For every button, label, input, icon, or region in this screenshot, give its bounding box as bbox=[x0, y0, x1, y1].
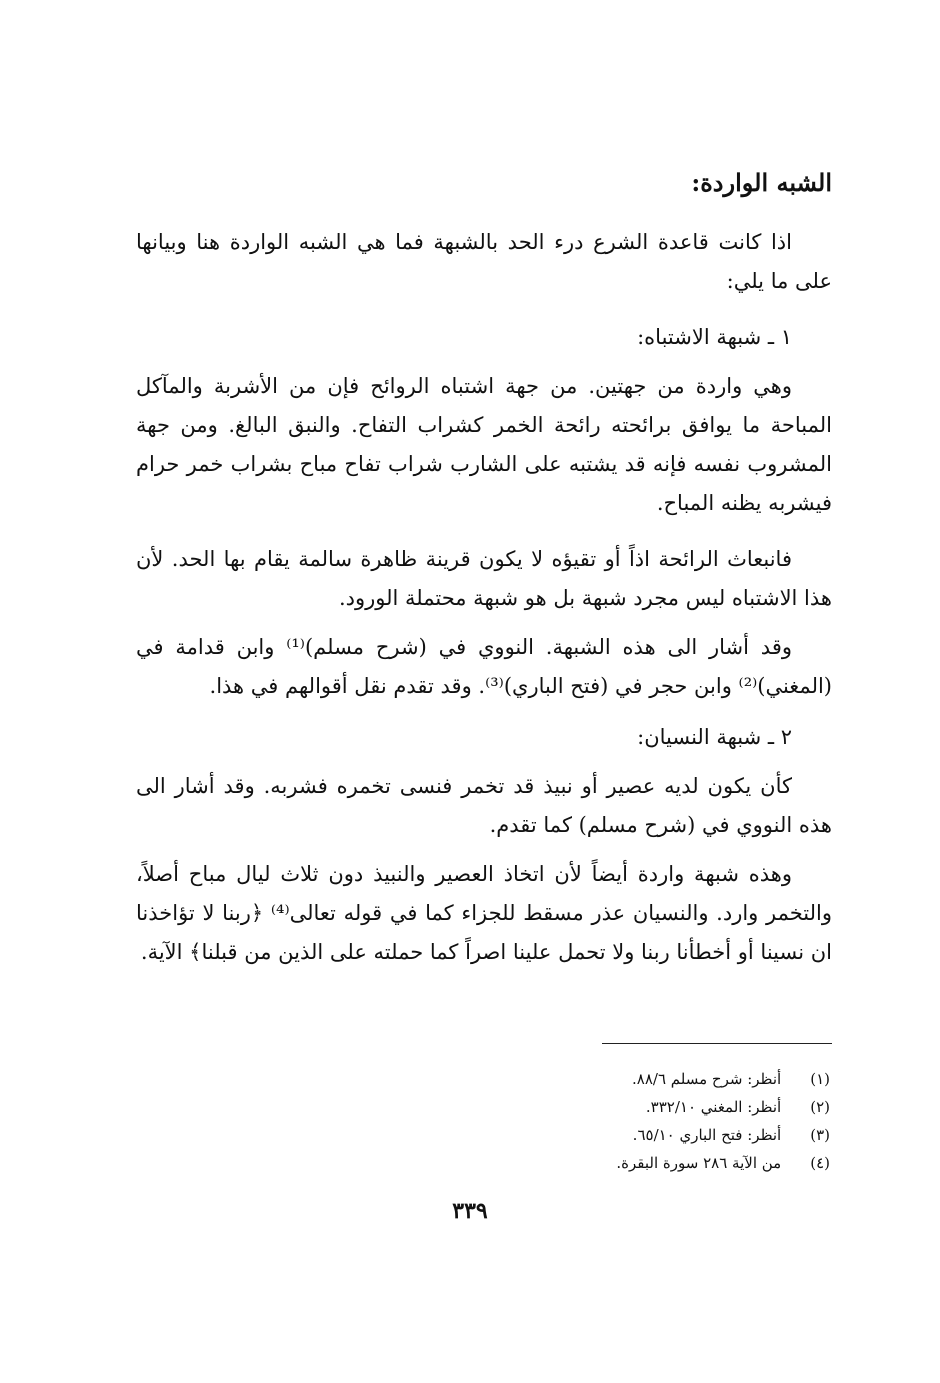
footnote-4 bbox=[410, 1152, 830, 1174]
footnote-text: أنظر: شرح مسلم ٨٨/٦. bbox=[632, 1070, 782, 1088]
paragraph-3: وقد أشار الى هذه الشبهة. النووي في (شرح مسلم)⁽¹⁾ وابن قدامة في (المغني)⁽²⁾ وابن حجر في (فتح الباري)⁽³⁾. وقد تقدم نقل أقوالهم في هذا. bbox=[136, 635, 832, 698]
footnote-number: (٢) bbox=[810, 1098, 830, 1116]
section-2-title: ٢ ـ شبهة النسيان: bbox=[637, 725, 792, 749]
paragraph-4: كأن يكون لديه عصير أو نبيذ قد تخمر فنسى تخمره فشربه. وقد أشار الى هذه النووي في (شرح مسلم) كما تقدم. bbox=[136, 774, 832, 837]
section-1-title: ١ ـ شبهة الاشتباه: bbox=[637, 325, 792, 349]
footnote-divider bbox=[602, 1043, 832, 1044]
paragraph-5: وهذه شبهة واردة أيضاً لأن اتخاذ العصير والنبيذ دون ثلاث ليال مباح أصلاً، والتخمر وارد. والنسيان عذر مسقط للجزاء كما في قوله تعالى⁽⁴⁾ ﴿ربنا لا تؤاخذنا ان نسينا أو أخطأنا ربنا ولا تحمل علينا اصراً كما حملته على الذين من قبلنا﴾ الآية. bbox=[136, 862, 833, 964]
footnote-number: (٣) bbox=[810, 1126, 830, 1144]
page-number: ٣٣٩ bbox=[452, 1198, 488, 1224]
footnote-number: (١) bbox=[810, 1070, 830, 1088]
footnote-text: أنظر: المغني ٣٣٢/١٠. bbox=[645, 1098, 782, 1116]
section-heading: الشبه الواردة: bbox=[691, 168, 832, 197]
intro-paragraph: اذا كانت قاعدة الشرع درء الحد بالشبهة فما هي الشبه الواردة هنا وبيانها على ما يلي: bbox=[136, 230, 832, 293]
footnote-text: من الآية ٢٨٦ سورة البقرة. bbox=[616, 1154, 782, 1172]
footnote-text: أنظر: فتح الباري ٦٥/١٠. bbox=[632, 1126, 782, 1144]
paragraph-1: وهي واردة من جهتين. من جهة اشتباه الروائح فإن من الأشربة والمآكل المباحة ما يوافق برائحته رائحة الخمر كشراب التفاح. والنبق البالغ. ومن جهة المشروب نفسه فإنه قد يشتبه على الشارب شراب تفاح مباح بشراب خمر حرام فيشربه يظنه المباح. bbox=[136, 374, 832, 515]
footnote-3 bbox=[410, 1124, 830, 1146]
paragraph-2: فانبعاث الرائحة اذاً أو تقيؤه لا يكون قرينة ظاهرة سالمة يقام بها الحد. لأن هذا الاشتباه ليس مجرد شبهة بل هو شبهة محتملة الورود. bbox=[136, 547, 832, 610]
footnote-2 bbox=[410, 1096, 830, 1118]
footnote-number: (٤) bbox=[810, 1154, 830, 1172]
footnote-1 bbox=[410, 1068, 830, 1090]
